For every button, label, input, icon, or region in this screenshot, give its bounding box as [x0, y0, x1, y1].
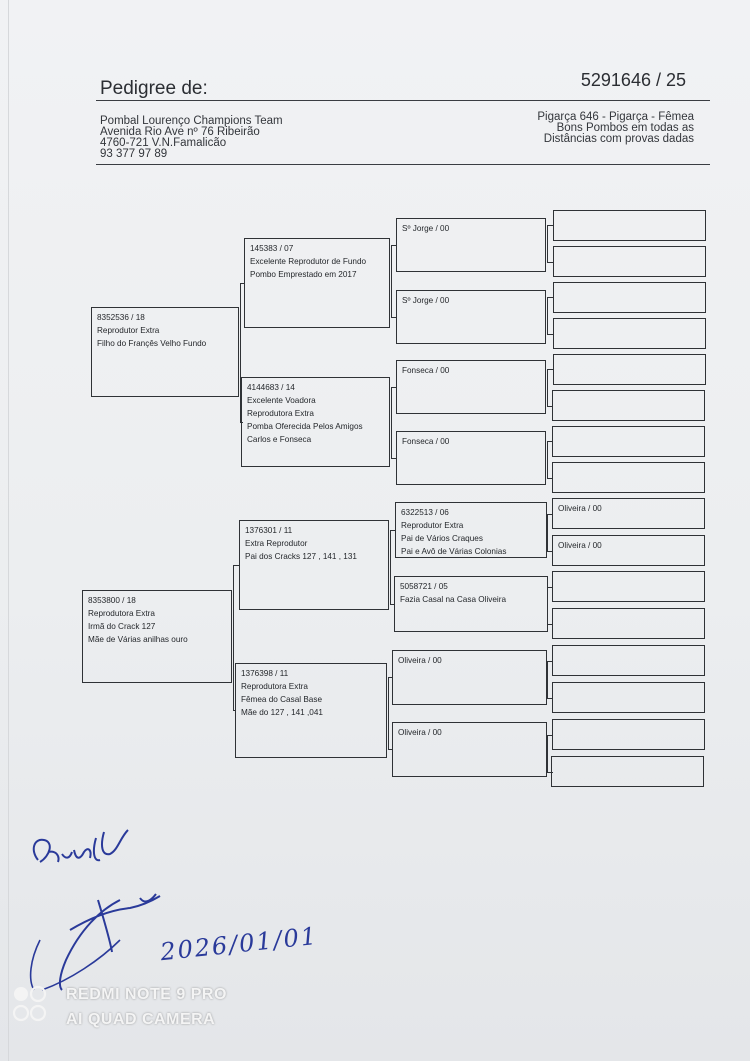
pedigree-text-line: Fazia Casal na Casa Oliveira: [400, 595, 507, 604]
camera-watermark-line1: REDMI NOTE 9 PRO: [66, 986, 227, 1003]
great-grandparent-box: [394, 576, 548, 632]
gg-grandparent-box: [553, 246, 706, 277]
gg-grandparent-box: [552, 571, 705, 602]
connector-line: [233, 565, 234, 711]
header-bottom-rule: [96, 164, 710, 165]
connector-line: [391, 245, 392, 317]
connector-line: [547, 441, 548, 478]
handwritten-signature: [0, 790, 260, 1010]
pedigree-text-line: Reprodutora Extra: [241, 682, 308, 691]
connector-line: [388, 677, 389, 749]
owner-line: 4760-721 V.N.Famalicão: [100, 137, 227, 149]
grandparent-box: [241, 377, 390, 467]
dam-box: [82, 590, 232, 683]
gg-grandparent-box: [553, 354, 706, 385]
pedigree-text-line: Oliveira / 00: [558, 504, 602, 513]
pedigree-text-line: 1376301 / 11: [245, 526, 293, 535]
pedigree-title: Pedigree de:: [100, 78, 208, 99]
connector-line: [547, 624, 553, 625]
great-grandparent-box: [396, 218, 546, 272]
handwritten-date: 2026/01/01: [158, 921, 320, 967]
gg-grandparent-box: [552, 498, 705, 529]
pedigree-text-line: Fêmea do Casal Base: [241, 695, 323, 704]
pedigree-text-line: 1376398 / 11: [241, 669, 289, 678]
pedigree-text-line: Excelente Voadora: [247, 396, 316, 405]
pedigree-text-line: Reprodutora Extra: [247, 409, 314, 418]
pedigree-text-line: Fonseca / 00: [402, 366, 450, 375]
pedigree-text-line: Oliveira / 00: [398, 656, 442, 665]
pedigree-text-line: 8353800 / 18: [88, 596, 136, 605]
header-rule: [96, 100, 710, 101]
pedigree-text-line: Pombo Emprestado em 2017: [250, 270, 357, 279]
connector-line: [547, 478, 553, 479]
pedigree-text-line: 8352536 / 18: [97, 313, 145, 322]
connector-line: [547, 735, 548, 772]
grandparent-box: [244, 238, 390, 328]
pedigree-text-line: Sº Jorge / 00: [402, 296, 450, 305]
gg-grandparent-box: [552, 719, 705, 750]
connector-line: [391, 387, 392, 458]
connector-line: [547, 551, 553, 552]
pedigree-text-line: Sº Jorge / 00: [402, 224, 450, 233]
pedigree-text-line: Extra Reprodutor: [245, 539, 308, 548]
owner-line: Avenida Rio Ave nº 76 Ribeirão: [100, 126, 260, 138]
pedigree-text-line: Fonseca / 00: [402, 437, 450, 446]
connector-line: [391, 317, 396, 318]
pedigree-text-line: 4144683 / 14: [247, 383, 295, 392]
gg-grandparent-box: [552, 608, 705, 639]
connector-line: [391, 458, 396, 459]
connector-line: [547, 406, 553, 407]
pedigree-text-line: Oliveira / 00: [558, 541, 602, 550]
connector-line: [388, 749, 392, 750]
grandparent-box: [235, 663, 387, 758]
connector-line: [547, 297, 548, 334]
bird-line: Pigarça 646 - Pigarça - Fêmea: [537, 111, 694, 123]
pedigree-text-line: Irmã do Crack 127: [88, 622, 156, 631]
gg-grandparent-box: [552, 426, 705, 457]
pedigree-text-line: Carlos e Fonseca: [247, 435, 312, 444]
connector-line: [547, 225, 548, 262]
pedigree-text-line: Pomba Oferecida Pelos Amigos: [247, 422, 363, 431]
camera-watermark-line2: AI QUAD CAMERA: [66, 1011, 216, 1028]
gg-grandparent-box: [553, 210, 706, 241]
gg-grandparent-box: [552, 390, 705, 421]
pedigree-text-line: Pai e Avô de Várias Colonias: [401, 547, 507, 556]
pedigree-text-line: Mãe do 127 , 141 ,041: [241, 708, 323, 717]
great-grandparent-box: [396, 431, 546, 485]
owner-line: 93 377 97 89: [100, 148, 168, 160]
connector-line: [547, 698, 553, 699]
connector-line: [547, 262, 553, 263]
gg-grandparent-box: [552, 682, 705, 713]
great-grandparent-box: [396, 360, 546, 414]
connector-line: [390, 530, 391, 604]
pedigree-text-line: Reprodutora Extra: [88, 609, 155, 618]
gg-grandparent-box: [553, 318, 706, 349]
connector-line: [240, 283, 241, 423]
connector-line: [547, 334, 553, 335]
gg-grandparent-box: [552, 462, 705, 493]
pedigree-text-line: 5058721 / 05: [400, 582, 448, 591]
pedigree-text-line: Mãe de Várias anilhas ouro: [88, 635, 188, 644]
bird-line: Bons Pombos em todas as: [556, 122, 694, 134]
pedigree-text-line: 6322513 / 06: [401, 508, 449, 517]
sire-box: [91, 307, 239, 397]
pedigree-text-line: Reprodutor Extra: [401, 521, 464, 530]
connector-line: [547, 514, 548, 551]
connector-line: [233, 710, 236, 711]
great-grandparent-box: [396, 290, 546, 344]
gg-grandparent-box: [552, 535, 705, 566]
ring-number: 5291646 / 25: [580, 70, 686, 90]
bird-line: Distâncias com provas dadas: [543, 133, 694, 145]
connector-line: [240, 422, 243, 423]
gg-grandparent-box: [553, 282, 706, 313]
connector-line: [547, 587, 548, 624]
pedigree-text-line: Filho do Françês Velho Fundo: [97, 339, 207, 348]
pedigree-text-line: Pai dos Cracks 127 , 141 , 131: [245, 552, 357, 561]
connector-line: [547, 369, 548, 406]
pedigree-text-line: Excelente Reprodutor de Fundo: [250, 257, 367, 266]
pedigree-text-line: Oliveira / 00: [398, 728, 442, 737]
connector-line: [390, 604, 394, 605]
great-grandparent-box: [392, 650, 547, 705]
connector-line: [547, 661, 548, 698]
pedigree-text-line: Reprodutor Extra: [97, 326, 160, 335]
pedigree-text-line: 145383 / 07: [250, 244, 294, 253]
connector-line: [547, 772, 553, 773]
great-grandparent-box: [395, 502, 547, 558]
owner-line: Pombal Lourenço Champions Team: [100, 115, 283, 127]
gg-grandparent-box: [552, 645, 705, 676]
grandparent-box: [239, 520, 389, 610]
pedigree-text-line: Pai de Vários Craques: [401, 534, 483, 543]
camera-logo-icon: [10, 984, 54, 1028]
gg-grandparent-box: [551, 756, 704, 787]
great-grandparent-box: [392, 722, 547, 777]
